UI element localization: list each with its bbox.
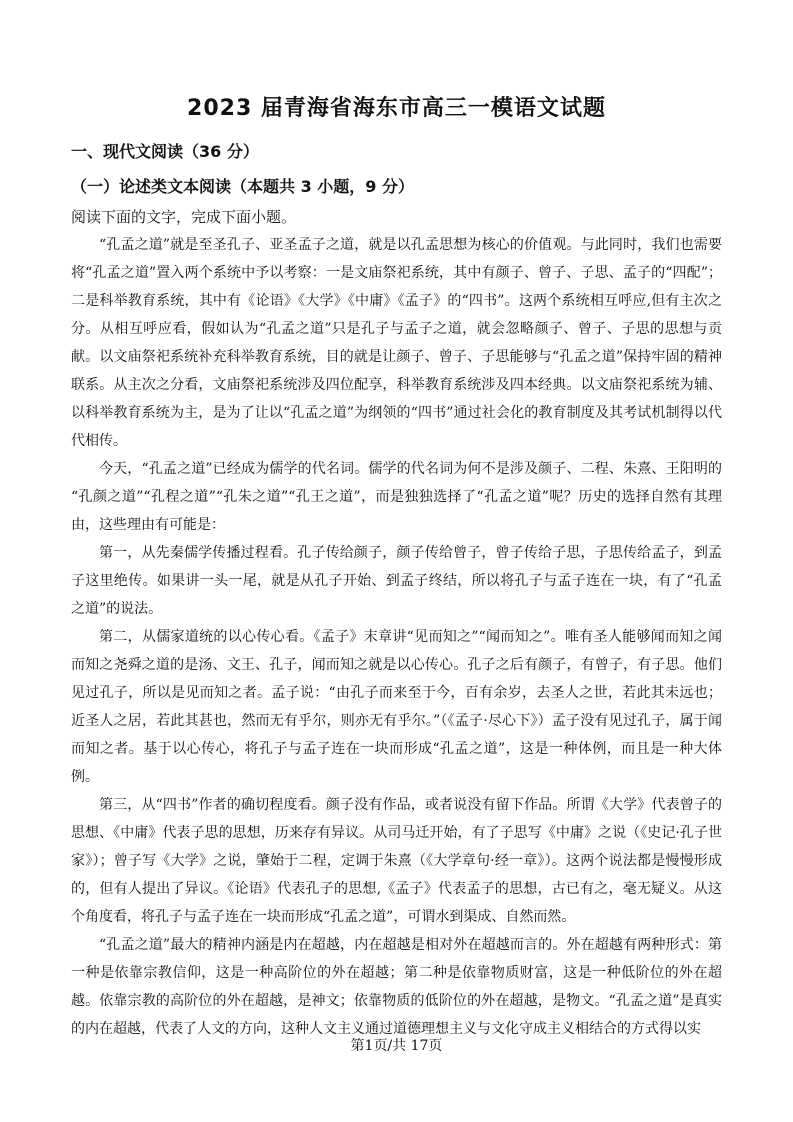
subsection-heading: （一）论述类文本阅读（本题共 3 小题，9 分） bbox=[71, 177, 414, 196]
passage-paragraph-1: “孔孟之道”就是至圣孔子、亚圣孟子之道，就是以孔孟思想为核心的价值观。与此同时，我们也需要将“孔孟之道”置入两个系统中予以考察：一是文庙祭祀系统，其中有颜子、曾子、子思、孟子的“四配”；二是科举教育系统，其中有《论语》《大学》《中庸》《孟子》的“四书”。这两个系统相互呼应,但有主次之分。从相互呼应看，假如认为“孔孟之道”只是孔子与孟子之道，就会忽略颜子、曾子、子思的思想与贡献。以文庙祭祀系统补充科举教育系统，目的就是让颜子、曾子、子思能够与“孔孟之道”保持牢固的精神联系。从主次之分看，文庙祭祀系统涉及四位配享，科举教育系统涉及四本经典。以文庙祭祀系统为辅、以科举教育系统为主，是为了让以“孔孟之道”为纲领的“四书”通过社会化的教育制度及其考试机制得以代代相传。 bbox=[71, 237, 722, 449]
passage-paragraph-4: 第二，从儒家道统的以心传心看。《孟子》末章讲“见而知之”“闻而知之”。唯有圣人能够闻而知之闻而知之尧舜之道的是汤、文王、孔子，闻而知之就是以心传心。孔子之后有颜子，有曾子，有子思。他们见过孔子，所以是见而知之者。孟子说：“由孔子而来至于今，百有余岁，去圣人之世，若此其未远也；近圣人之居，若此其甚也，然而无有乎尔，则亦无有乎尔。”（《孟子·尽心下》）孟子没有见过孔子，属于闻而知之者。基于以心传心，将孔子与孟子连在一块而形成“孔孟之道”，这是一种体例，而且是一种大体例。 bbox=[71, 629, 722, 785]
page-number: 第1页/共 17页 bbox=[350, 1038, 443, 1054]
passage-paragraph-6: “孔孟之道”最大的精神内涵是内在超越，内在超越是相对外在超越而言的。外在超越有两种形式：第一种是依靠宗教信仰，这是一种高阶位的外在超越；第二种是依靠物质财富，这是一种低阶位的外在超越。依靠宗教的高阶位的外在超越，是神文；依靠物质的低阶位的外在超越，是物文。“孔孟之道”是真实的内在超越，代表了人文的方向，这种人文主义通过道德理想主义与文化守成主义相结合的方式得以实 bbox=[71, 937, 722, 1037]
section-heading: 一、现代文阅读（36 分） bbox=[71, 142, 259, 161]
passage-paragraph-5: 第三，从“四书”作者的确切程度看。颜子没有作品，或者说没有留下作品。所谓《大学》代表曾子的思想、《中庸》代表子思的思想，历来存有异议。从司马迁开始，有了子思写《中庸》之说（《史记·孔子世家》）；曾子写《大学》之说，肇始于二程，定调于朱熹（《大学章句·经一章》）。这两个说法都是慢慢形成的，但有人提出了异议。《论语》代表孔子的思想,《孟子》代表孟子的思想，古已有之，毫无疑义。从这个角度看，将孔子与孟子连在一块而形成“孔孟之道”，可谓水到渠成、自然而然。 bbox=[71, 797, 722, 925]
passage-paragraph-3: 第一，从先秦儒学传播过程看。孔子传给颜子，颜子传给曾子，曾子传给子思，子思传给孟子，到孟子这里绝传。如果讲一头一尾，就是从孔子开始、到孟子终结，所以将孔子与孟子连在一块，有了“孔孟之道”的说法。 bbox=[71, 545, 722, 617]
passage-paragraph-2: 今天，“孔孟之道”已经成为儒学的代名词。儒学的代名词为何不是涉及颜子、二程、朱熹、王阳明的“孔颜之道”“孔程之道”“孔朱之道”“孔王之道”，而是独独选择了“孔孟之道”呢？历史的选择自然有其理由，这些理由有可能是： bbox=[71, 461, 722, 533]
passage bbox=[71, 231, 722, 1043]
passage-lead: 阅读下面的文字，完成下面小题。 bbox=[71, 208, 297, 226]
page-title: 2023 届青海省海东市高三一模语文试题 bbox=[187, 96, 606, 121]
